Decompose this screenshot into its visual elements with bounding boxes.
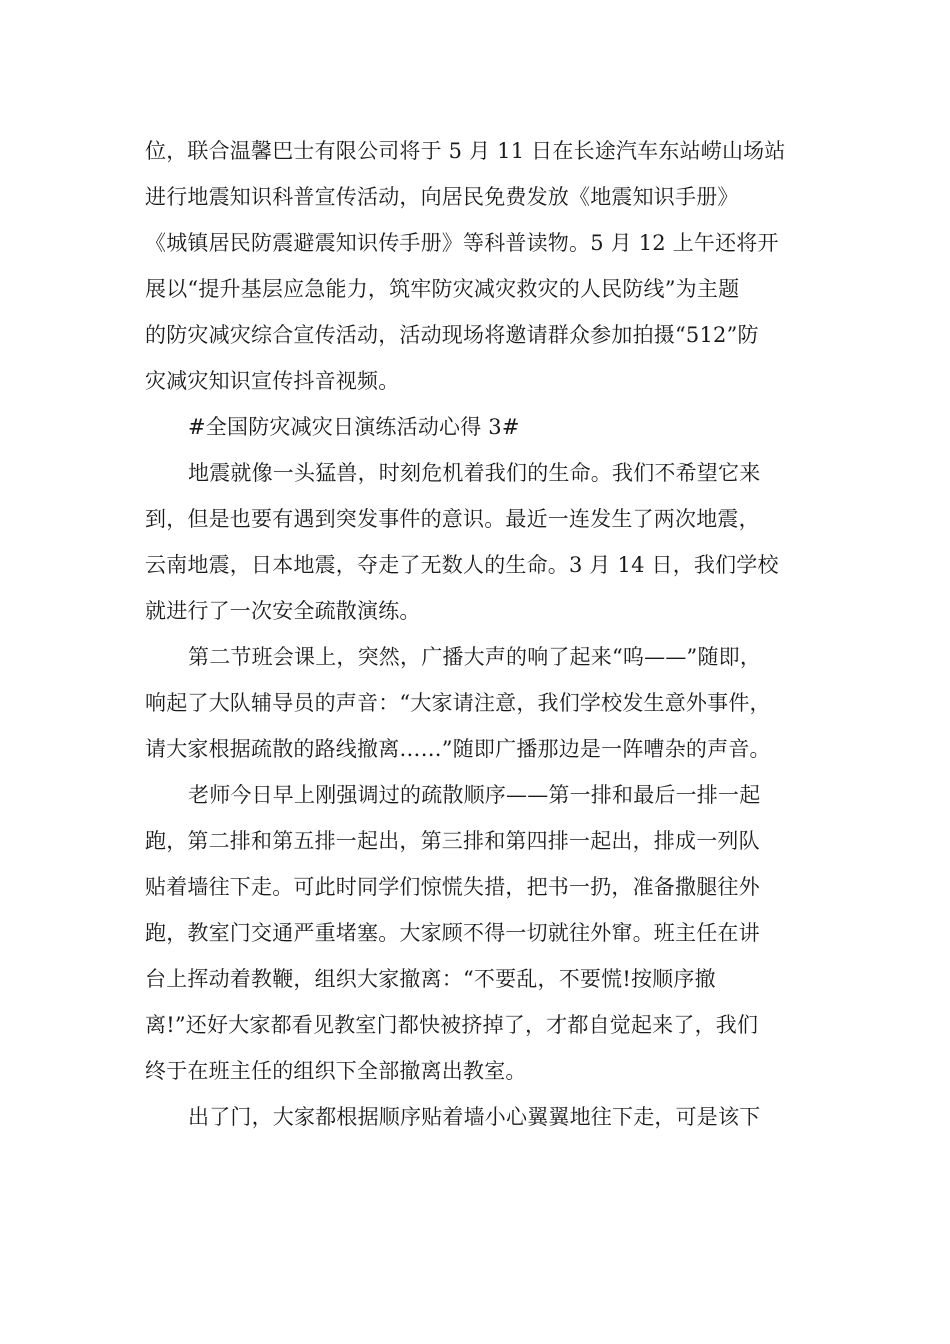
text-line: 展以“提升基层应急能力，筑牢防灾减灾救灾的人民防线”为主题 [145,277,740,301]
text-line: 台上挥动着教鞭，组织大家撤离：“不要乱，不要慌!按顺序撤 [145,967,716,991]
text-line: 请大家根据疏散的路线撤离……”随即广播那边是一阵嘈杂的声音。 [145,737,771,761]
paragraph-evacuation-order [145,772,815,1094]
text-line: 老师今日早上刚强调过的疏散顺序——第一排和最后一排一起 [188,783,761,807]
section-heading [145,404,815,450]
text-line: 第二节班会课上，突然，广播大声的响了起来“呜——”随即， [188,645,762,669]
text-line: 的防灾减灾综合宣传活动，活动现场将邀请群众参加拍摄“512”防 [145,323,759,347]
text-line: 跑，第二排和第五排一起出，第三排和第四排一起出，排成一列队 [145,829,760,853]
text-line: 终于在班主任的组织下全部撤离出教室。 [145,1059,527,1083]
text-line: 云南地震，日本地震，夺走了无数人的生命。3 月 14 日，我们学校 [145,553,779,577]
heading-line: #全国防灾减灾日演练活动心得 3# [188,415,520,439]
text-line: 贴着墙往下走。可此时同学们惊慌失措，把书一扔，准备撒腿往外 [145,875,760,899]
text-line: 就进行了一次安全疏散演练。 [145,599,421,623]
text-line: 灾减灾知识宣传抖音视频。 [145,369,400,393]
text-line: 跑，教室门交通严重堵塞。大家顾不得一切就往外窜。班主任在讲 [145,921,760,945]
text-line: 响起了大队辅导员的声音：“大家请注意，我们学校发生意外事件， [145,691,771,715]
text-line: 《城镇居民防震避震知识传手册》等科普读物。5 月 12 上午还将开 [145,231,779,255]
paragraph-broadcast [145,634,815,772]
text-line: 进行地震知识科普宣传活动，向居民免费发放《地震知识手册》 [145,185,739,209]
document-body [145,128,815,1140]
text-line: 出了门，大家都根据顺序贴着墙小心翼翼地往下走，可是该下 [188,1105,761,1129]
text-line: 位，联合温馨巴士有限公司将于 5 月 11 日在长途汽车东站崂山场站 [145,139,786,163]
text-line: 离!”还好大家都看见教室门都快被挤掉了，才都自觉起来了，我们 [145,1013,759,1037]
paragraph-earthquake-intro [145,450,815,634]
text-line: 地震就像一头猛兽，时刻危机着我们的生命。我们不希望它来 [188,461,761,485]
paragraph-event-announcement [145,128,815,404]
paragraph-going-downstairs [145,1094,815,1140]
text-line: 到，但是也要有遇到突发事件的意识。最近一连发生了两次地震， [145,507,760,531]
